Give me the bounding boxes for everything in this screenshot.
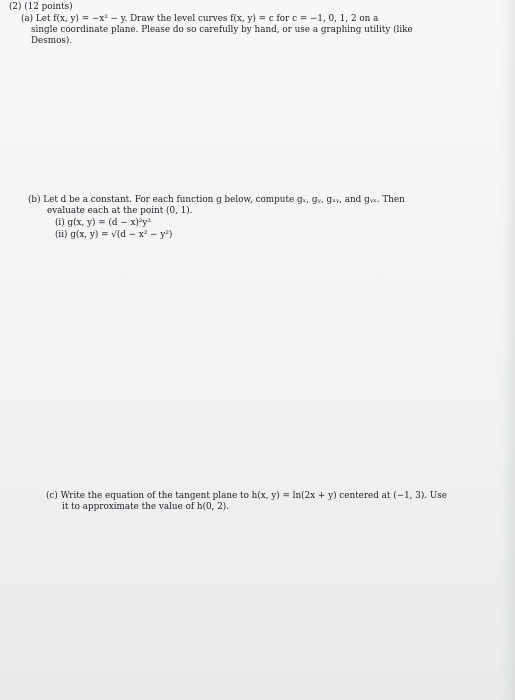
part-b-item-ii: (ii) g(x, y) = √(d − x² − y²): [55, 230, 173, 240]
part-b-text-line-2: evaluate each at the point (0, 1).: [47, 206, 193, 216]
part-c-text-line-2: it to approximate the value of h(0, 2).: [62, 502, 230, 512]
part-a-text-line-1: (a) Let f(x, y) = −x² − y. Draw the level curves f(x, y) = c for c = −1, 0, 1, 2 on a: [21, 14, 379, 24]
page-edge-shadow: [501, 0, 515, 700]
part-a-text-line-2: single coordinate plane. Please do so carefully by hand, or use a graphing utility (like: [31, 25, 413, 35]
part-c-text-line-1: (c) Write the equation of the tangent plane to h(x, y) = ln(2x + y) centered at (−1, 3). Use: [46, 491, 448, 501]
part-b-text-line-1: (b) Let d be a constant. For each function g below, compute gₓ, gᵧ, gₓᵧ, and gᵧₓ. Then: [28, 195, 405, 205]
problem-header: (2) (12 points): [9, 2, 73, 12]
part-b-item-i: (i) g(x, y) = (d − x)²y³: [55, 218, 151, 228]
part-a-text-line-3: Desmos).: [31, 36, 73, 46]
